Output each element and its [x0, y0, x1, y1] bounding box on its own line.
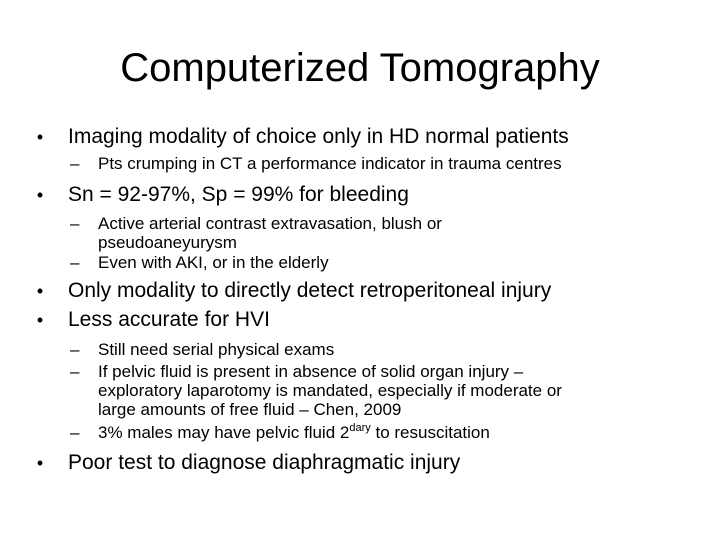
superscript: dary — [349, 422, 371, 434]
dash-icon: – — [70, 423, 80, 442]
dash-icon: – — [70, 253, 80, 272]
sub-item-text: 3% males may have pelvic fluid 2 — [98, 423, 350, 442]
sub-item-text: to resuscitation — [370, 423, 490, 442]
sub-item-text: If pelvic fluid is present in absence of solid organ injury – — [98, 362, 524, 381]
bullet-text: Sn = 92-97%, Sp = 99% for bleeding — [68, 183, 409, 206]
sub-item-text: Still need serial physical exams — [98, 340, 335, 359]
bullet-icon: • — [36, 453, 44, 473]
sub-item — [30, 362, 700, 381]
sub-item — [30, 214, 700, 233]
sub-item-text: large amounts of free fluid – Chen, 2009 — [98, 400, 402, 419]
bullet-text: Only modality to directly detect retroperitoneal injury — [68, 279, 552, 302]
sub-item-text: pseudoaneyurysm — [98, 233, 237, 252]
sub-item-text: exploratory laparotomy is mandated, especially if moderate or — [98, 381, 562, 400]
bullet-icon: • — [36, 127, 44, 147]
sub-item-continuation — [30, 381, 700, 400]
slide-content — [30, 124, 700, 476]
sub-item — [30, 423, 700, 442]
bullet-item — [30, 182, 700, 208]
slide-title: Computerized Tomography — [120, 46, 600, 90]
dash-icon: – — [70, 362, 80, 381]
bullet-text: Imaging modality of choice only in HD normal patients — [68, 125, 569, 148]
bullet-item — [30, 278, 700, 304]
bullet-item — [30, 450, 700, 476]
bullet-text: Poor test to diagnose diaphragmatic injury — [68, 451, 461, 474]
bullet-icon: • — [36, 281, 44, 301]
dash-icon: – — [70, 154, 80, 173]
sub-item-text: Active arterial contrast extravasation, blush or — [98, 214, 442, 233]
bullet-icon: • — [36, 185, 44, 205]
bullet-text: Less accurate for HVI — [68, 308, 270, 331]
bullet-item — [30, 124, 700, 150]
bullet-icon: • — [36, 310, 44, 330]
sub-item-continuation — [30, 400, 700, 419]
sub-item-text: Pts crumping in CT a performance indicator in trauma centres — [98, 154, 562, 173]
sub-item-text: Even with AKI, or in the elderly — [98, 253, 329, 272]
sub-item — [30, 253, 700, 272]
sub-item — [30, 154, 700, 173]
dash-icon: – — [70, 340, 80, 359]
sub-item — [30, 340, 700, 359]
dash-icon: – — [70, 214, 80, 233]
bullet-item — [30, 307, 700, 333]
sub-item-continuation — [30, 233, 700, 252]
